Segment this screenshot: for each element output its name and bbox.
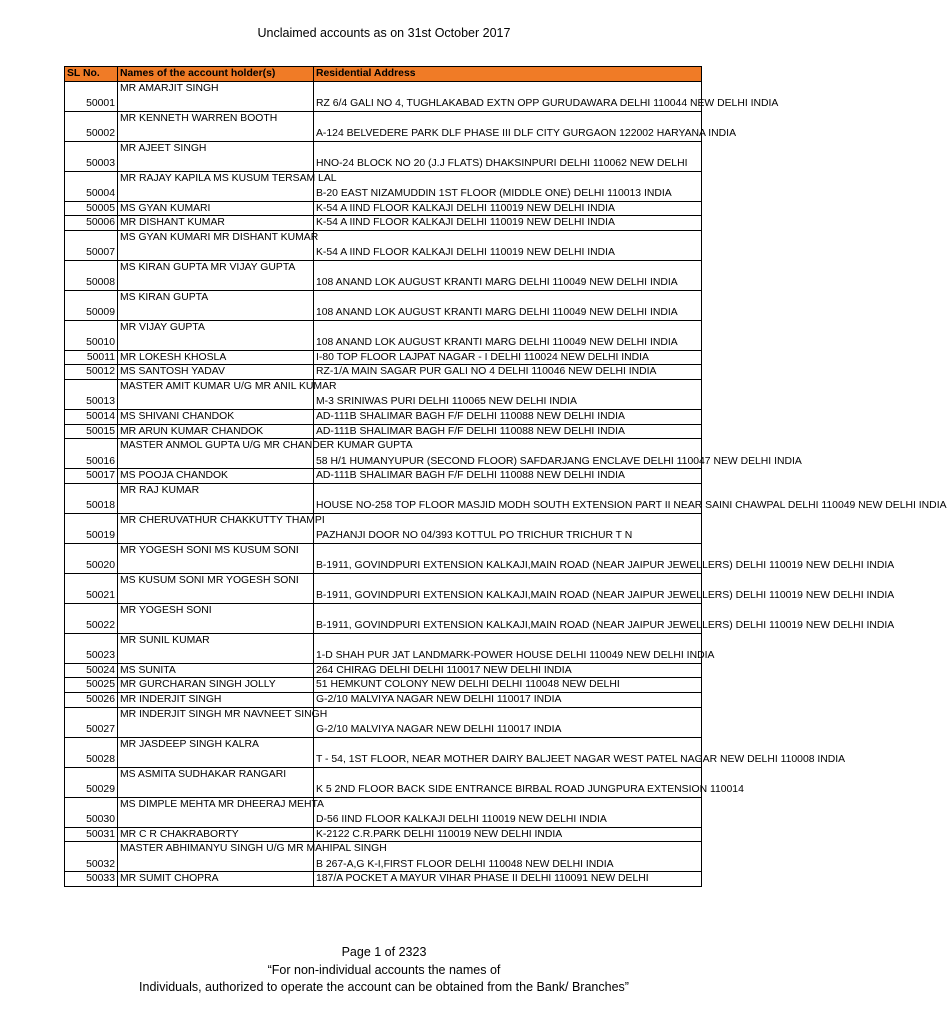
address-cell: B 267-A,G K-I,FIRST FLOOR DELHI 110048 NEW DELHI INDIA (314, 842, 702, 872)
page-number: Page 1 of 2323 (341, 945, 427, 959)
sl-no-cell: 50022 (65, 603, 118, 633)
table-row (65, 797, 702, 827)
sl-no-cell: 50003 (65, 141, 118, 171)
address-cell: K-2122 C.R.PARK DELHI 110019 NEW DELHI INDIA (314, 827, 702, 842)
address-cell: I-80 TOP FLOOR LAJPAT NAGAR - I DELHI 110024 NEW DELHI INDIA (314, 350, 702, 365)
address-cell: HOUSE NO-258 TOP FLOOR MASJID MODH SOUTH EXTENSION PART II NEAR SAINI CHAWPAL DELHI 110049 NEW DELHI INDIA (314, 483, 702, 513)
account-holder-cell: MR SUMIT CHOPRA (118, 872, 314, 887)
table-row (65, 543, 702, 573)
sl-no-cell: 50001 (65, 81, 118, 111)
account-holder-cell: MS DIMPLE MEHTA MR DHEERAJ MEHTA (118, 797, 314, 827)
sl-no-cell: 50011 (65, 350, 118, 365)
sl-no-cell: 50024 (65, 663, 118, 678)
table-row (65, 573, 702, 603)
account-holder-cell: MR ARUN KUMAR CHANDOK (118, 424, 314, 439)
address-cell: AD-111B SHALIMAR BAGH F/F DELHI 110088 NEW DELHI INDIA (314, 424, 702, 439)
sl-no-cell: 50004 (65, 171, 118, 201)
account-holder-cell: MS SHIVANI CHANDOK (118, 409, 314, 424)
sl-no-cell: 50015 (65, 424, 118, 439)
address-cell: 51 HEMKUNT COLONY NEW DELHI DELHI 110048 NEW DELHI (314, 678, 702, 693)
sl-no-cell: 50012 (65, 365, 118, 380)
account-holder-cell: MS POOJA CHANDOK (118, 469, 314, 484)
table-body (65, 81, 947, 886)
account-holder-cell: MR RAJAY KAPILA MS KUSUM TERSAM LAL (118, 171, 314, 201)
sl-no-cell: 50031 (65, 827, 118, 842)
table-row (65, 737, 702, 767)
table-row (65, 111, 702, 141)
address-cell: 108 ANAND LOK AUGUST KRANTI MARG DELHI 110049 NEW DELHI INDIA (314, 320, 702, 350)
table-row (65, 424, 702, 439)
address-cell: 58 H/1 HUMANYUPUR (SECOND FLOOR) SAFDARJANG ENCLAVE DELHI 110047 NEW DELHI INDIA (314, 439, 702, 469)
account-holder-cell: MR GURCHARAN SINGH JOLLY (118, 678, 314, 693)
table-row (65, 633, 702, 663)
account-holder-cell: MR INDERJIT SINGH MR NAVNEET SINGH (118, 707, 314, 737)
account-holder-cell: MR LOKESH KHOSLA (118, 350, 314, 365)
table-row (65, 872, 702, 887)
sl-no-cell: 50028 (65, 737, 118, 767)
sl-no-cell: 50009 (65, 290, 118, 320)
table-row (65, 513, 702, 543)
account-holder-cell: MR AMARJIT SINGH (118, 81, 314, 111)
address-cell: 1-D SHAH PUR JAT LANDMARK-POWER HOUSE DELHI 110049 NEW DELHI INDIA (314, 633, 702, 663)
account-holder-cell: MR SUNIL KUMAR (118, 633, 314, 663)
account-holder-cell: MR KENNETH WARREN BOOTH (118, 111, 314, 141)
footer-note-line-2: Individuals, authorized to operate the account can be obtained from the Bank/ Branches” (139, 980, 629, 994)
sl-no-cell: 50002 (65, 111, 118, 141)
table-row (65, 827, 702, 842)
account-holder-cell: MR YOGESH SONI (118, 603, 314, 633)
address-cell: K-54 A IIND FLOOR KALKAJI DELHI 110019 NEW DELHI INDIA (314, 201, 702, 216)
address-cell: A-124 BELVEDERE PARK DLF PHASE III DLF CITY GURGAON 122002 HARYANA INDIA (314, 111, 702, 141)
sl-no-cell: 50029 (65, 767, 118, 797)
address-cell: PAZHANJI DOOR NO 04/393 KOTTUL PO TRICHUR TRICHUR T N (314, 513, 702, 543)
sl-no-cell: 50030 (65, 797, 118, 827)
sl-no-cell: 50008 (65, 260, 118, 290)
table-row (65, 767, 702, 797)
account-holder-cell: MR INDERJIT SINGH (118, 692, 314, 707)
table-row (65, 320, 702, 350)
sl-no-cell: 50017 (65, 469, 118, 484)
address-cell: M-3 SRINIWAS PURI DELHI 110065 NEW DELHI INDIA (314, 379, 702, 409)
page-footer (0, 944, 768, 997)
account-holder-cell: MASTER AMIT KUMAR U/G MR ANIL KUMAR (118, 379, 314, 409)
address-cell: K 5 2ND FLOOR BACK SIDE ENTRANCE BIRBAL ROAD JUNGPURA EXTENSION 110014 (314, 767, 702, 797)
address-cell: RZ-1/A MAIN SAGAR PUR GALI NO 4 DELHI 110046 NEW DELHI INDIA (314, 365, 702, 380)
address-cell: K-54 A IIND FLOOR KALKAJI DELHI 110019 NEW DELHI INDIA (314, 230, 702, 260)
address-cell: T - 54, 1ST FLOOR, NEAR MOTHER DAIRY BALJEET NAGAR WEST PATEL NAGAR NEW DELHI 110008 INDIA (314, 737, 702, 767)
sl-no-cell: 50023 (65, 633, 118, 663)
table-row (65, 290, 702, 320)
account-holder-cell: MR DISHANT KUMAR (118, 216, 314, 231)
table-row (65, 469, 702, 484)
address-cell: G-2/10 MALVIYA NAGAR NEW DELHI 110017 INDIA (314, 707, 702, 737)
table-row (65, 379, 702, 409)
address-cell: HNO-24 BLOCK NO 20 (J.J FLATS) DHAKSINPURI DELHI 110062 NEW DELHI (314, 141, 702, 171)
table-row (65, 692, 702, 707)
sl-no-cell: 50018 (65, 483, 118, 513)
account-holder-cell: MS SUNITA (118, 663, 314, 678)
address-cell: AD-111B SHALIMAR BAGH F/F DELHI 110088 NEW DELHI INDIA (314, 469, 702, 484)
address-cell: 264 CHIRAG DELHI DELHI 110017 NEW DELHI INDIA (314, 663, 702, 678)
table-row (65, 439, 702, 469)
account-holder-cell: MR C R CHAKRABORTY (118, 827, 314, 842)
column-header-sl-no: SL No. (65, 67, 118, 82)
account-holder-cell: MR CHERUVATHUR CHAKKUTTY THAMPI (118, 513, 314, 543)
page-title: Unclaimed accounts as on 31st October 2017 (257, 26, 511, 40)
address-cell: B-1911, GOVINDPURI EXTENSION KALKAJI,MAIN ROAD (NEAR JAIPUR JEWELLERS) DELHI 110019 NEW DELHI INDIA (314, 603, 702, 633)
account-holder-cell: MS KIRAN GUPTA (118, 290, 314, 320)
table-header-row (65, 67, 702, 82)
table-row (65, 350, 702, 365)
column-header-address: Residential Address (314, 67, 702, 82)
table-row (65, 707, 702, 737)
account-holder-cell: MS GYAN KUMARI (118, 201, 314, 216)
address-cell: RZ 6/4 GALI NO 4, TUGHLAKABAD EXTN OPP GURUDAWARA DELHI 110044 NEW DELHI INDIA (314, 81, 702, 111)
table-row (65, 409, 702, 424)
table-row (65, 260, 702, 290)
sl-no-cell: 50006 (65, 216, 118, 231)
account-holder-cell: MR YOGESH SONI MS KUSUM SONI (118, 543, 314, 573)
sl-no-cell: 50033 (65, 872, 118, 887)
table-row (65, 663, 702, 678)
sl-no-cell: 50021 (65, 573, 118, 603)
address-cell: AD-111B SHALIMAR BAGH F/F DELHI 110088 NEW DELHI INDIA (314, 409, 702, 424)
account-holder-cell: MR VIJAY GUPTA (118, 320, 314, 350)
account-holder-cell: MR AJEET SINGH (118, 141, 314, 171)
sl-no-cell: 50005 (65, 201, 118, 216)
sl-no-cell: 50032 (65, 842, 118, 872)
address-cell: K-54 A IIND FLOOR KALKAJI DELHI 110019 NEW DELHI INDIA (314, 216, 702, 231)
sl-no-cell: 50007 (65, 230, 118, 260)
sl-no-cell: 50020 (65, 543, 118, 573)
sl-no-cell: 50019 (65, 513, 118, 543)
table-row (65, 201, 702, 216)
sl-no-cell: 50025 (65, 678, 118, 693)
account-holder-cell: MS GYAN KUMARI MR DISHANT KUMAR (118, 230, 314, 260)
account-holder-cell: MS ASMITA SUDHAKAR RANGARI (118, 767, 314, 797)
address-cell: G-2/10 MALVIYA NAGAR NEW DELHI 110017 INDIA (314, 692, 702, 707)
account-holder-cell: MASTER ANMOL GUPTA U/G MR CHANDER KUMAR GUPTA (118, 439, 314, 469)
sl-no-cell: 50010 (65, 320, 118, 350)
address-cell: B-1911, GOVINDPURI EXTENSION KALKAJI,MAIN ROAD (NEAR JAIPUR JEWELLERS) DELHI 110019 NEW DELHI INDIA (314, 573, 702, 603)
address-cell: 187/A POCKET A MAYUR VIHAR PHASE II DELHI 110091 NEW DELHI (314, 872, 702, 887)
sl-no-cell: 50027 (65, 707, 118, 737)
accounts-table (64, 66, 947, 887)
address-cell: 108 ANAND LOK AUGUST KRANTI MARG DELHI 110049 NEW DELHI INDIA (314, 260, 702, 290)
sl-no-cell: 50026 (65, 692, 118, 707)
column-header-names: Names of the account holder(s) (118, 67, 314, 82)
table-row (65, 842, 702, 872)
table-row (65, 230, 702, 260)
table-row (65, 678, 702, 693)
table-row (65, 171, 702, 201)
account-holder-cell: MR JASDEEP SINGH KALRA (118, 737, 314, 767)
table-row (65, 483, 702, 513)
address-cell: 108 ANAND LOK AUGUST KRANTI MARG DELHI 110049 NEW DELHI INDIA (314, 290, 702, 320)
sl-no-cell: 50014 (65, 409, 118, 424)
account-holder-cell: MASTER ABHIMANYU SINGH U/G MR MAHIPAL SINGH (118, 842, 314, 872)
table-row (65, 141, 702, 171)
address-cell: B-1911, GOVINDPURI EXTENSION KALKAJI,MAIN ROAD (NEAR JAIPUR JEWELLERS) DELHI 110019 NEW DELHI INDIA (314, 543, 702, 573)
account-holder-cell: MS SANTOSH YADAV (118, 365, 314, 380)
sl-no-cell: 50013 (65, 379, 118, 409)
address-cell: B-20 EAST NIZAMUDDIN 1ST FLOOR (MIDDLE ONE) DELHI 110013 INDIA (314, 171, 702, 201)
address-cell: D-56 IIND FLOOR KALKAJI DELHI 110019 NEW DELHI INDIA (314, 797, 702, 827)
sl-no-cell: 50016 (65, 439, 118, 469)
footer-note-line-1: “For non-individual accounts the names of (267, 962, 501, 977)
account-holder-cell: MS KIRAN GUPTA MR VIJAY GUPTA (118, 260, 314, 290)
account-holder-cell: MR RAJ KUMAR (118, 483, 314, 513)
account-holder-cell: MS KUSUM SONI MR YOGESH SONI (118, 573, 314, 603)
table-row (65, 365, 702, 380)
table-row (65, 81, 702, 111)
table-row (65, 216, 702, 231)
table-row (65, 603, 702, 633)
